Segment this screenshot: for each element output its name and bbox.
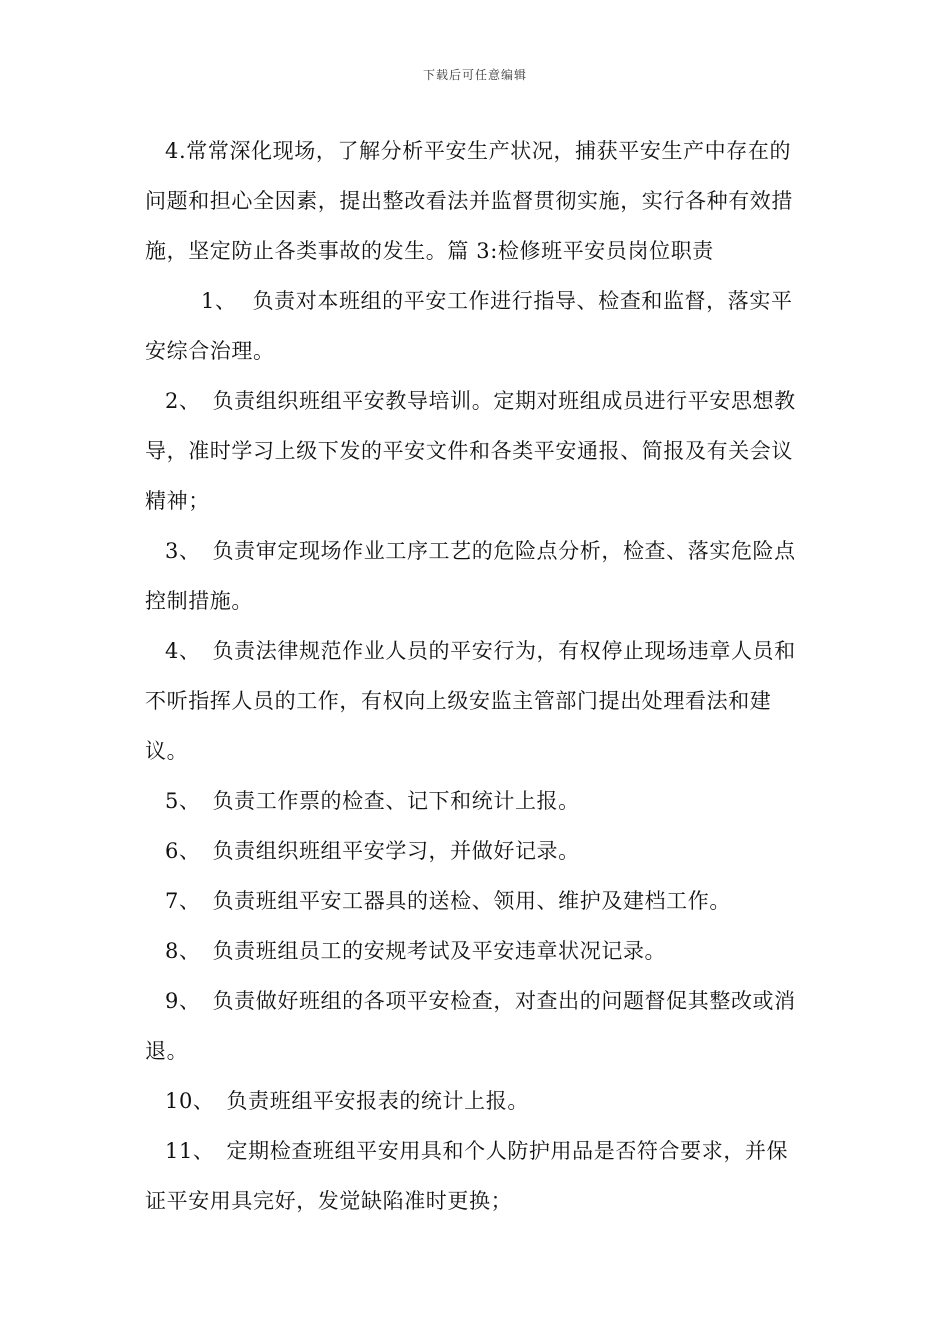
list-item-number: 5、 [165, 789, 201, 813]
list-item-2 [145, 376, 807, 526]
list-item-text: 负责组织班组平安教导培训。定期对班组成员进行平安思想教导，准时学习上级下发的平安文件和各类平安通报、简报及有关会议精神； [145, 389, 796, 513]
list-item-text: 负责做好班组的各项平安检查，对查出的问题督促其整改或消退。 [145, 989, 796, 1063]
list-item-number: 1、 [201, 289, 237, 313]
list-item-text: 负责班组员工的安规考试及平安违章状况记录。 [212, 939, 667, 963]
list-item-10 [145, 1076, 807, 1126]
list-item-text: 负责组织班组平安学习，并做好记录。 [212, 839, 580, 863]
list-item-number: 2、 [165, 389, 201, 413]
list-item-9 [145, 976, 807, 1076]
page-header: 下载后可任意编辑 [422, 68, 527, 82]
list-item-text: 负责班组平安工器具的送检、领用、维护及建档工作。 [212, 889, 731, 913]
list-item-number: 9、 [165, 989, 201, 1013]
list-item-text: 负责审定现场作业工序工艺的危险点分析，检查、落实危险点控制措施。 [145, 539, 796, 613]
list-item-text: 负责工作票的检查、记下和统计上报。 [212, 789, 580, 813]
list-item-number: 10、 [165, 1089, 215, 1113]
paragraph-intro [145, 126, 807, 276]
paragraph-text: 常常深化现场，了解分析平安生产状况，捕获平安生产中存在的问题和担心全因素，提出整改看法并监督贯彻实施，实行各种有效措施，坚定防止各类事故的发生。篇 3:检修班平安员岗位职责 [145, 139, 793, 263]
list-item-number: 11、 [165, 1139, 215, 1163]
list-item-6 [145, 826, 807, 876]
list-item-1 [145, 276, 807, 376]
list-item-3 [145, 526, 807, 626]
list-item-5 [145, 776, 807, 826]
list-item-number: 8、 [165, 939, 201, 963]
list-item-text: 负责班组平安报表的统计上报。 [226, 1089, 529, 1113]
list-item-text: 定期检查班组平安用具和个人防护用品是否符合要求，并保证平安用具完好，发觉缺陷准时更换； [145, 1139, 789, 1213]
list-item-7 [145, 876, 807, 926]
list-item-text: 负责对本班组的平安工作进行指导、检查和监督，落实平安综合治理。 [145, 289, 793, 363]
list-item-8 [145, 926, 807, 976]
document-body [145, 126, 807, 1226]
list-item-number: 7、 [165, 889, 201, 913]
paragraph-number: 4. [165, 139, 187, 163]
list-item-4 [145, 626, 807, 776]
list-item-number: 4、 [165, 639, 201, 663]
list-item-number: 6、 [165, 839, 201, 863]
list-item-text: 负责法律规范作业人员的平安行为，有权停止现场违章人员和不听指挥人员的工作，有权向上级安监主管部门提出处理看法和建议。 [145, 639, 796, 763]
list-item-number: 3、 [165, 539, 201, 563]
list-item-11 [145, 1126, 807, 1226]
